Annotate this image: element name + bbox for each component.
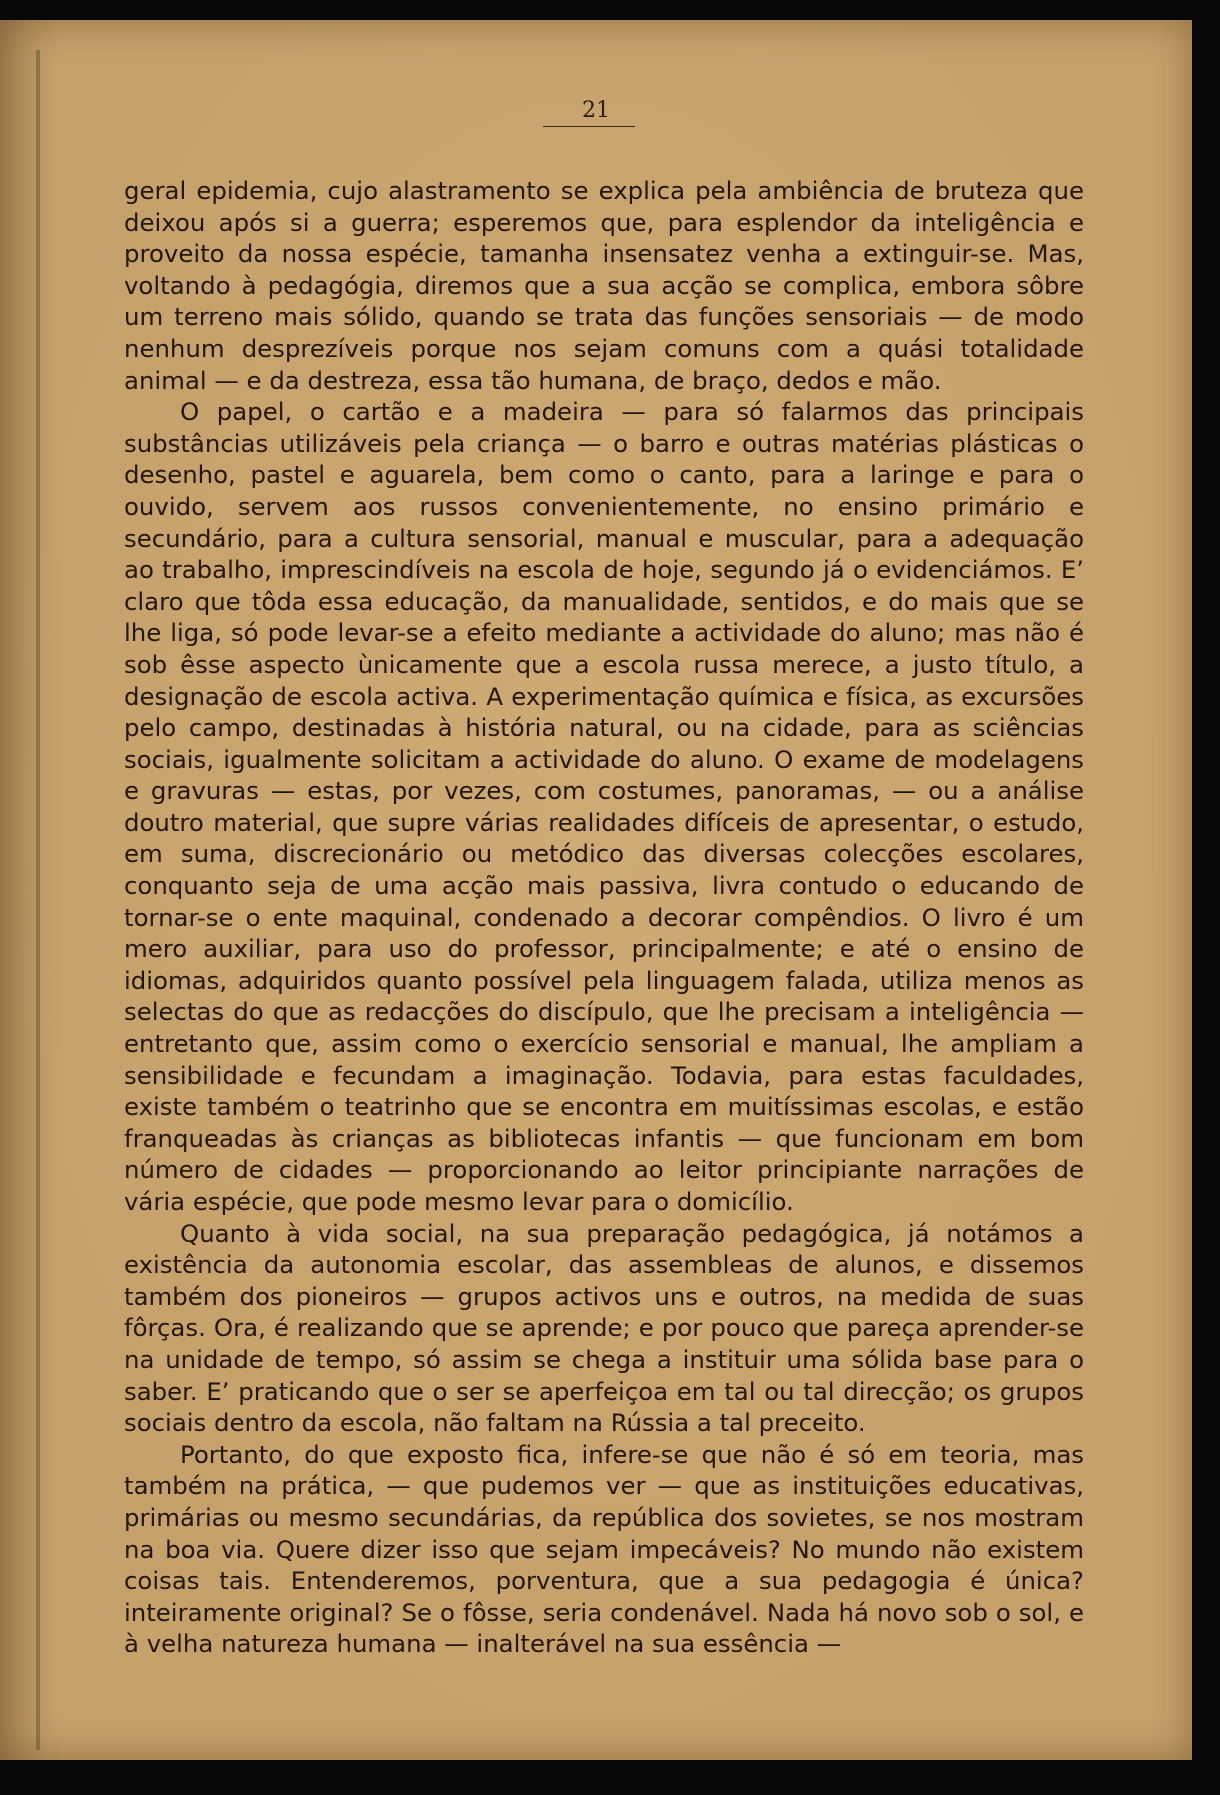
page-binding-shadow <box>36 50 40 1750</box>
paragraph-1: geral epidemia, cujo alastramento se explica pela ambiência de bruteza que deixou após si a guerra; esperemos que, para esplendor da inteligência e proveito da nossa espécie, tamanha insensatez venha a extinguir-se. Mas, voltando à pedagógia, diremos que a sua acção se complica, embora sôbre um terreno mais sólido, quando se trata das funções sensoriais — de modo nenhum desprezíveis porque nos sejam comuns com a quási totalidade animal — e da destreza, essa tão humana, de braço, dedos e mão. <box>124 176 1084 395</box>
page-number: 21 <box>582 98 610 123</box>
page-number-rule <box>543 126 635 127</box>
paragraph-2: O papel, o cartão e a madeira — para só falarmos das principais substâncias utilizáveis pela criança — o barro e outras matérias plásticas o desenho, pastel e aguarela, bem como o canto, para a laringe e para o ouvido, servem aos russos convenientemente, no ensino primário e secundário, para a cultura sensorial, manual e muscular, para a adequação ao trabalho, imprescindíveis na escola de hoje, segundo já o evidenciámos. E’ claro que tôda essa educação, da manualidade, sentidos, e do mais que se lhe liga, só pode levar-se a efeito mediante a actividade do aluno; mas não é sob êsse aspecto ùnicamente que a escola russa merece, a justo título, a designação de escola activa. A experimentação química e física, as excursões pelo campo, destinadas à história natural, ou na cidade, para as sciências sociais, igualmente solicitam a actividade do aluno. O exame de modelagens e gravuras — estas, por vezes, com costumes, panoramas, — ou a análise doutro material, que supre várias realidades difíceis de apresentar, o estudo, em suma, discrecionário ou metódico das diversas colecções escolares, conquanto seja de uma acção mais passiva, livra contudo o educando de tornar-se o ente maquinal, condenado a decorar compêndios. O livro é um mero auxiliar, para uso do professor, principalmente; e até o ensino de idiomas, adquiridos quanto possível pela linguagem falada, utiliza menos as selectas do que as redacções do discípulo, que lhe precisam a inteligência — entretanto que, assim como o exercício sensorial e manual, lhe ampliam a sensibilidade e fecundam a imaginação. Todavia, para estas faculdades, existe também o teatrinho que se encontra em muitíssimas escolas, e estão franqueadas às crianças as bibliotecas infantis — que funcionam em bom número de cidades — proporcionando ao leitor principiante narrações de vária espécie, que pode mesmo levar para o domicílio. <box>124 397 1084 1216</box>
paragraph-4: Portanto, do que exposto fica, infere-se que não é só em teoria, mas também na prática, — que pudemos ver — que as instituições educativas, primárias ou mesmo secundárias, da república dos sovietes, se nos mostram na boa via. Quere dizer isso que sejam impecáveis? No mundo não existem coisas tais. Entenderemos, porventura, que a sua pedagogia é única? inteiramente original? Se o fôsse, seria condenável. Nada há novo sob o sol, e à velha natureza humana — inalterável na sua essência — <box>124 1439 1084 1659</box>
paragraph-3: Quanto à vida social, na sua preparação pedagógica, já notámos a existência da autonomia escolar, das assembleas de alunos, e dissemos também dos pioneiros — grupos activos uns e outros, na medida de suas fôrças. Ora, é realizando que se aprende; e por pouco que pareça aprender-se na unidade de tempo, só assim se chega a instituir uma sólida base para o saber. E’ praticando que o ser se aperfeiçoa em tal ou tal direcção; os grupos sociais dentro da escola, não faltam na Rússia a tal preceito. <box>124 1218 1084 1438</box>
scan-border-right <box>1192 20 1220 1760</box>
book-page <box>0 20 1192 1760</box>
body-text <box>124 175 1084 1660</box>
